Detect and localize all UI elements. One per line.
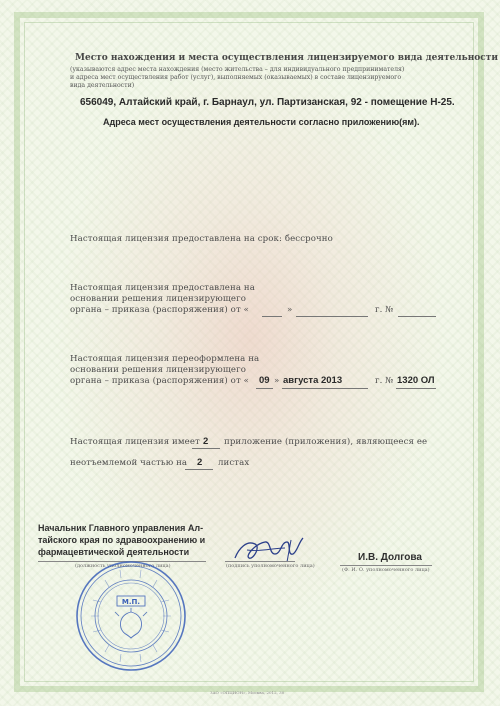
- reissued-year-label: г. №: [375, 376, 394, 386]
- reissued-number-underline: [396, 388, 436, 389]
- signatory-line3: фармацевтической деятельности: [38, 547, 190, 557]
- reissued-quote-close: »: [274, 376, 280, 386]
- appendix-line2-suffix: листах: [218, 458, 250, 468]
- reissued-month-underline: [282, 388, 368, 389]
- signatory-line2: тайского края по здравоохранению и: [38, 535, 206, 545]
- signature-caption: (подпись уполномоченного лица): [226, 563, 315, 569]
- reissued-day: 09: [259, 375, 270, 386]
- address-note: Адреса мест осуществления деятельности согласно приложению(ям).: [103, 117, 420, 127]
- appendix-suffix: приложение (приложения), являющееся ее: [224, 437, 428, 447]
- granted-number-field: [398, 316, 436, 317]
- appendix-line2-prefix: неотъемлемой частью на: [70, 458, 188, 468]
- signature-underline: [225, 561, 295, 562]
- header-note-line3: вида деятельности): [70, 82, 135, 89]
- signatory-line1: Начальник Главного управления Ал-: [38, 523, 204, 533]
- granted-line3: органа – приказа (распоряжения) от «: [70, 305, 249, 315]
- name-underline: [340, 565, 432, 566]
- reissued-line2: основании решения лицензирующего: [70, 365, 246, 375]
- appendix-sheets: 2: [197, 457, 203, 468]
- granted-year-label: г. №: [375, 305, 394, 315]
- printer-footer: ЗАО «ОПЦИОН», Москва, 2012, 30: [210, 690, 285, 695]
- granted-quote-close: »: [287, 305, 293, 315]
- stamp-center-text: М.П.: [121, 598, 141, 606]
- reissued-line1: Настоящая лицензия переоформлена на: [70, 354, 260, 364]
- header-note-line2: и адреса мест осуществления работ (услуг), выполняемых (оказываемых) в составе лицензируемого: [70, 74, 402, 81]
- reissued-number: 1320 ОЛ: [397, 375, 435, 386]
- granted-line2: основании решения лицензирующего: [70, 294, 246, 304]
- signatory-name: И.В. Долгова: [358, 552, 422, 563]
- reissued-day-underline: [256, 388, 273, 389]
- header-title: Место нахождения и места осуществления лицензируемого вида деятельности: [75, 53, 499, 63]
- official-stamp: [75, 560, 187, 672]
- license-term: Настоящая лицензия предоставлена на срок: бессрочно: [70, 234, 333, 244]
- reissued-line3: органа – приказа (распоряжения) от «: [70, 376, 249, 386]
- address-line: 656049, Алтайский край, г. Барнаул, ул. Партизанская, 92 - помещение Н-25.: [80, 97, 455, 108]
- granted-line1: Настоящая лицензия предоставлена на: [70, 283, 255, 293]
- appendix-sheets-underline: [185, 469, 213, 470]
- appendix-count-underline: [192, 448, 220, 449]
- appendix-prefix: Настоящая лицензия имеет: [70, 437, 200, 447]
- header-note-line1: (указываются адрес места нахождения (место жительства – для индивидуального предпринимателя): [70, 66, 405, 73]
- name-caption: (Ф. И. О. уполномоченного лица): [342, 567, 430, 573]
- position-caption: (должность уполномоченного лица): [75, 563, 171, 569]
- appendix-count: 2: [203, 436, 209, 447]
- granted-day-field: [262, 316, 282, 317]
- reissued-month-year: августа 2013: [283, 375, 343, 386]
- granted-month-field: [296, 316, 368, 317]
